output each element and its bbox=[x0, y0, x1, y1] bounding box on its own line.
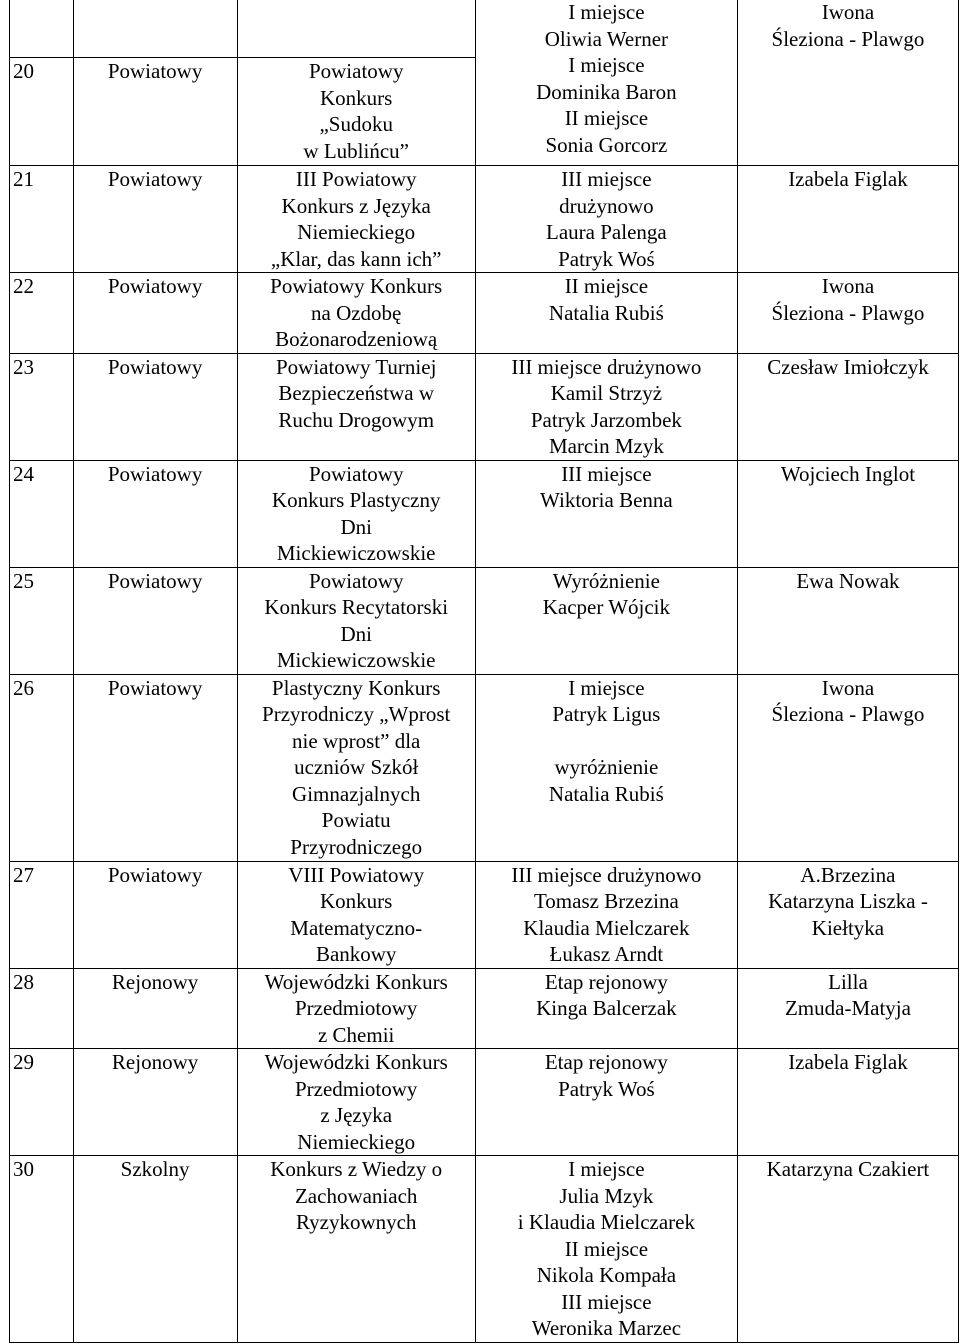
table-row bbox=[10, 460, 959, 567]
competition-cell: Wojewódzki Konkurs Przedmiotowy z Chemii bbox=[237, 968, 475, 1049]
number-cell: 26 bbox=[10, 674, 74, 861]
number-cell: 22 bbox=[10, 273, 74, 354]
table-row bbox=[10, 1049, 959, 1156]
teacher-cell: Czesław Imiołczyk bbox=[737, 353, 958, 460]
table-row bbox=[10, 861, 959, 968]
level-cell: Rejonowy bbox=[73, 1049, 237, 1156]
competition-cell: Powiatowy Konkurs na Ozdobę Bożonarodzeniową bbox=[237, 273, 475, 354]
header-cell bbox=[237, 0, 475, 58]
level-cell: Powiatowy bbox=[73, 353, 237, 460]
header-cell bbox=[73, 0, 237, 58]
table-row bbox=[10, 968, 959, 1049]
number-cell: 30 bbox=[10, 1156, 74, 1343]
number-cell: 27 bbox=[10, 861, 74, 968]
result-cell: Etap rejonowy Kinga Balcerzak bbox=[475, 968, 737, 1049]
number-cell: 28 bbox=[10, 968, 74, 1049]
result-cell: II miejsce Natalia Rubiś bbox=[475, 273, 737, 354]
teacher-cell: Iwona Śleziona - Plawgo bbox=[737, 674, 958, 861]
competition-cell: III Powiatowy Konkurs z Języka Niemieckiego „Klar, das kann ich” bbox=[237, 166, 475, 273]
number-cell: 24 bbox=[10, 460, 74, 567]
level-cell: Powiatowy bbox=[73, 273, 237, 354]
result-cell: I miejsce Julia Mzyk i Klaudia Mielczarek II miejsce Nikola Kompała III miejsce Weronika Marzec bbox=[475, 1156, 737, 1343]
competition-cell: Wojewódzki Konkurs Przedmiotowy z Języka Niemieckiego bbox=[237, 1049, 475, 1156]
number-cell: 25 bbox=[10, 567, 74, 674]
result-cell: III miejsce drużynowo Kamil Strzyż Patryk Jarzombek Marcin Mzyk bbox=[475, 353, 737, 460]
number-cell: 29 bbox=[10, 1049, 74, 1156]
result-cell: I miejsce Patryk Ligus wyróżnienie Natalia Rubiś bbox=[475, 674, 737, 861]
competitions-table bbox=[9, 0, 959, 1343]
teacher-cell: Wojciech Inglot bbox=[737, 460, 958, 567]
header-cell bbox=[10, 0, 74, 58]
number-cell: 23 bbox=[10, 353, 74, 460]
level-cell: Powiatowy bbox=[73, 861, 237, 968]
result-cell: III miejsce drużynowo Laura Palenga Patryk Woś bbox=[475, 166, 737, 273]
result-cell: Etap rejonowy Patryk Woś bbox=[475, 1049, 737, 1156]
table-header-row bbox=[10, 0, 959, 58]
teacher-cell: Izabela Figlak bbox=[737, 1049, 958, 1156]
level-cell: Powiatowy bbox=[73, 567, 237, 674]
competition-cell: Powiatowy Turniej Bezpieczeństwa w Ruchu Drogowym bbox=[237, 353, 475, 460]
table-row bbox=[10, 567, 959, 674]
teacher-cell: Lilla Zmuda-Matyja bbox=[737, 968, 958, 1049]
competition-cell: VIII Powiatowy Konkurs Matematyczno- Bankowy bbox=[237, 861, 475, 968]
competition-cell: Powiatowy Konkurs „Sudoku w Lublińcu” bbox=[237, 58, 475, 166]
teacher-cell: Katarzyna Czakiert bbox=[737, 1156, 958, 1343]
table-row bbox=[10, 273, 959, 354]
table-row bbox=[10, 674, 959, 861]
level-cell: Powiatowy bbox=[73, 166, 237, 273]
teacher-cell: Iwona Śleziona - Plawgo bbox=[737, 273, 958, 354]
result-cell: III miejsce Wiktoria Benna bbox=[475, 460, 737, 567]
level-cell: Szkolny bbox=[73, 1156, 237, 1343]
level-cell: Powiatowy bbox=[73, 58, 237, 166]
competition-cell: Plastyczny Konkurs Przyrodniczy „Wprost nie wprost” dla uczniów Szkół Gimnazjalnych Powiatu Przyrodniczego bbox=[237, 674, 475, 861]
level-cell: Powiatowy bbox=[73, 460, 237, 567]
level-cell: Rejonowy bbox=[73, 968, 237, 1049]
result-cell: III miejsce drużynowo Tomasz Brzezina Klaudia Mielczarek Łukasz Arndt bbox=[475, 861, 737, 968]
teacher-cell: Izabela Figlak bbox=[737, 166, 958, 273]
number-cell: 21 bbox=[10, 166, 74, 273]
result-cell: Wyróżnienie Kacper Wójcik bbox=[475, 567, 737, 674]
teacher-cell: A.Brzezina Katarzyna Liszka - Kiełtyka bbox=[737, 861, 958, 968]
table-row bbox=[10, 166, 959, 273]
competition-cell: Konkurs z Wiedzy o Zachowaniach Ryzykownych bbox=[237, 1156, 475, 1343]
table-row bbox=[10, 353, 959, 460]
table-row bbox=[10, 1156, 959, 1343]
teacher-cell: Iwona Śleziona - Plawgo bbox=[737, 0, 958, 166]
teacher-cell: Ewa Nowak bbox=[737, 567, 958, 674]
competition-cell: Powiatowy Konkurs Plastyczny Dni Mickiewiczowskie bbox=[237, 460, 475, 567]
level-cell: Powiatowy bbox=[73, 674, 237, 861]
number-cell: 20 bbox=[10, 58, 74, 166]
competition-cell: Powiatowy Konkurs Recytatorski Dni Mickiewiczowskie bbox=[237, 567, 475, 674]
result-cell: I miejsce Oliwia Werner I miejsce Dominika Baron II miejsce Sonia Gorcorz bbox=[475, 0, 737, 166]
